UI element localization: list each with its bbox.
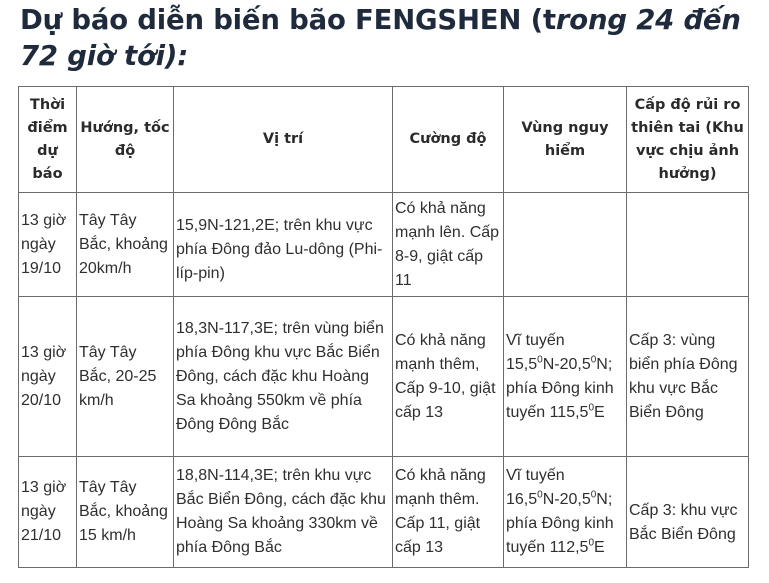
cell-position: 18,8N-114,3E; trên khu vực Bắc Biển Đông, cách đặc khu Hoàng Sa khoảng 330km về phía Đông Bắc: [174, 457, 393, 568]
cell-intensity: Có khả năng mạnh thêm. Cấp 11, giật cấp 13: [393, 457, 504, 568]
cell-time: 13 giờ ngày 20/10: [19, 297, 77, 457]
cell-danger-zone: Vĩ tuyến 16,5$^0$N-20,5$^0$N; phía Đông kinh tuyến 112,5$^0$E: [504, 457, 627, 568]
cell-direction: Tây Tây Bắc, 20-25 km/h: [77, 297, 174, 457]
page-title: [20, 2, 760, 74]
cell-risk-level: [627, 193, 749, 297]
header-time: Thời điểm dự báo: [19, 87, 77, 193]
header-risk-level: Cấp độ rủi ro thiên tai (Khu vực chịu ảnh hưởng): [627, 87, 749, 193]
header-danger-zone: Vùng nguy hiểm: [504, 87, 627, 193]
header-position: Vị trí: [174, 87, 393, 193]
cell-risk-level: Cấp 3: khu vực Bắc Biển Đông: [627, 457, 749, 568]
cell-intensity: Có khả năng mạnh lên. Cấp 8-9, giật cấp 11: [393, 193, 504, 297]
cell-risk-level: Cấp 3: vùng biển phía Đông khu vực Bắc Biển Đông: [627, 297, 749, 457]
cell-danger-zone: [504, 193, 627, 297]
forecast-table: [18, 86, 749, 568]
table-row: [19, 457, 749, 568]
cell-position: 15,9N-121,2E; trên khu vực phía Đông đảo Lu-dông (Phi-líp-pin): [174, 193, 393, 297]
table-header-row: [19, 87, 749, 193]
title-text-italic: rong 24 đến 72 giờ tới):: [20, 4, 741, 72]
cell-position: 18,3N-117,3E; trên vùng biển phía Đông khu vực Bắc Biển Đông, cách đặc khu Hoàng Sa khoảng 550km về phía Đông Đông Bắc: [174, 297, 393, 457]
cell-danger-zone: Vĩ tuyến 15,5$^0$N-20,5$^0$N; phía Đông kinh tuyến 115,5$^0$E: [504, 297, 627, 457]
header-direction: Hướng, tốc độ: [77, 87, 174, 193]
title-text: Dự báo diễn biến bão FENGSHEN (t: [20, 4, 556, 36]
cell-intensity: Có khả năng mạnh thêm, Cấp 9-10, giật cấp 13: [393, 297, 504, 457]
header-intensity: Cường độ: [393, 87, 504, 193]
table-row: [19, 297, 749, 457]
cell-direction: Tây Tây Bắc, khoảng 20km/h: [77, 193, 174, 297]
cell-time: 13 giờ ngày 19/10: [19, 193, 77, 297]
cell-time: 13 giờ ngày 21/10: [19, 457, 77, 568]
table-row: [19, 193, 749, 297]
cell-direction: Tây Tây Bắc, khoảng 15 km/h: [77, 457, 174, 568]
